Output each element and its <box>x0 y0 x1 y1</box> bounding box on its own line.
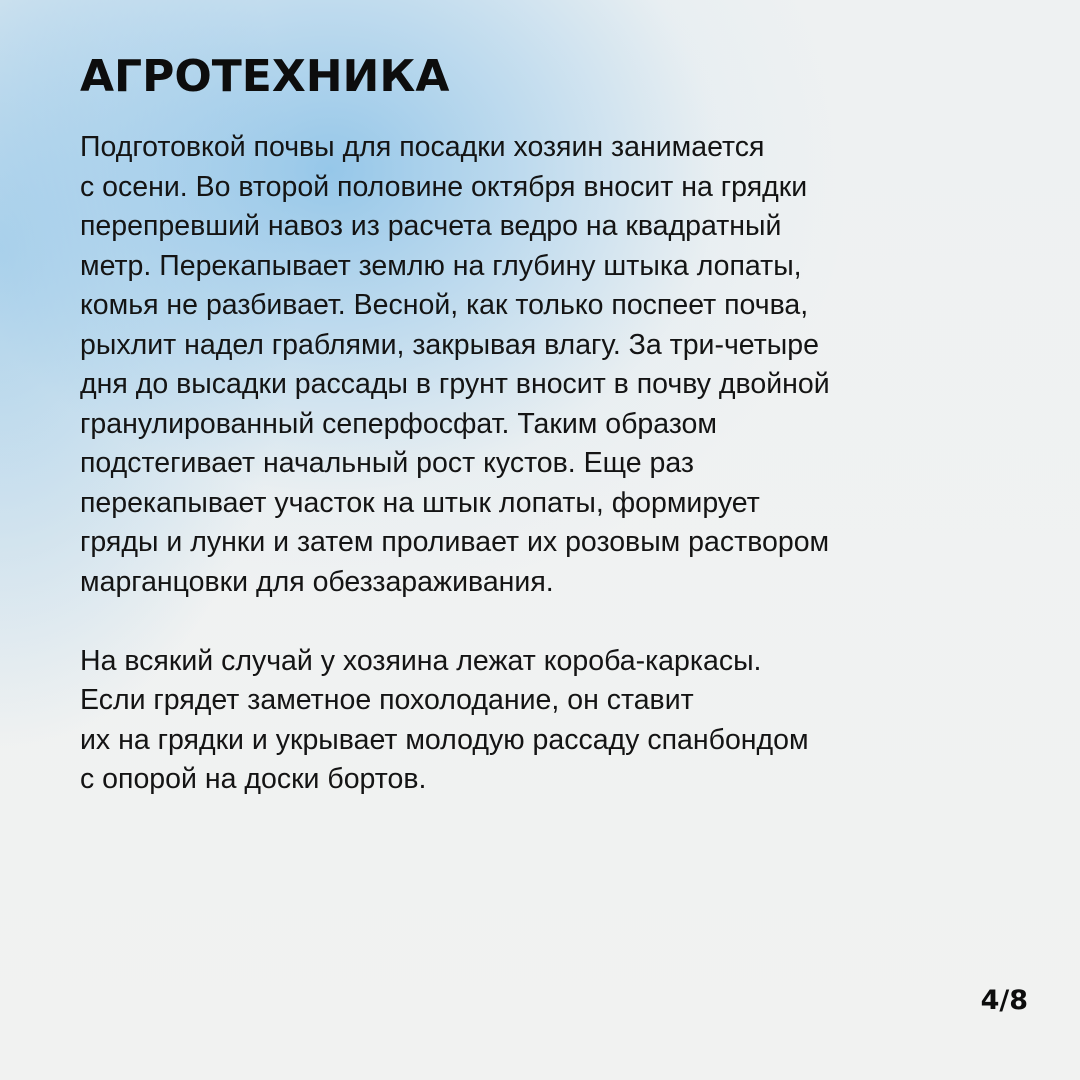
text-line: марганцовки для обеззараживания. <box>80 565 554 598</box>
text-line: Если грядет заметное похолодание, он ставит <box>80 684 694 716</box>
slide-body <box>80 128 1040 800</box>
text-line: перекапывает участок на штык лопаты, формирует <box>80 486 760 519</box>
text-line: перепревший навоз из расчета ведро на квадратный <box>80 210 782 242</box>
text-line: гранулированный сеперфосфат. Таким образом <box>80 407 717 440</box>
text-line: метр. Перекапывает землю на глубину штыка лопаты, <box>80 249 802 282</box>
text-line: рыхлит надел граблями, закрывая влагу. За три-четыре <box>80 328 819 361</box>
text-line: с опорой на доски бортов. <box>80 763 427 795</box>
text-line: подстегивает начальный рост кустов. Еще раз <box>80 447 694 479</box>
text-line: комья не разбивает. Весной, как только поспеет почва, <box>80 289 809 321</box>
text-line: дня до высадки рассады в грунт вносит в почву двойной <box>80 368 830 400</box>
paragraph-frame-boxes <box>80 642 1040 800</box>
text-line: гряды и лунки и затем проливает их розовым раствором <box>80 526 830 558</box>
paragraph-soil-preparation <box>80 128 1040 602</box>
text-line: их на грядки и укрывает молодую рассаду спанбондом <box>80 723 809 756</box>
text-line: На всякий случай у хозяина лежат короба-каркасы. <box>80 644 762 677</box>
slide-title: АГРОТЕХНИКА <box>80 51 450 102</box>
text-line: с осени. Во второй половине октября вносит на грядки <box>80 170 808 203</box>
page-indicator: 4/8 <box>980 985 1028 1016</box>
text-line: Подготовкой почвы для посадки хозяин занимается <box>80 131 765 163</box>
